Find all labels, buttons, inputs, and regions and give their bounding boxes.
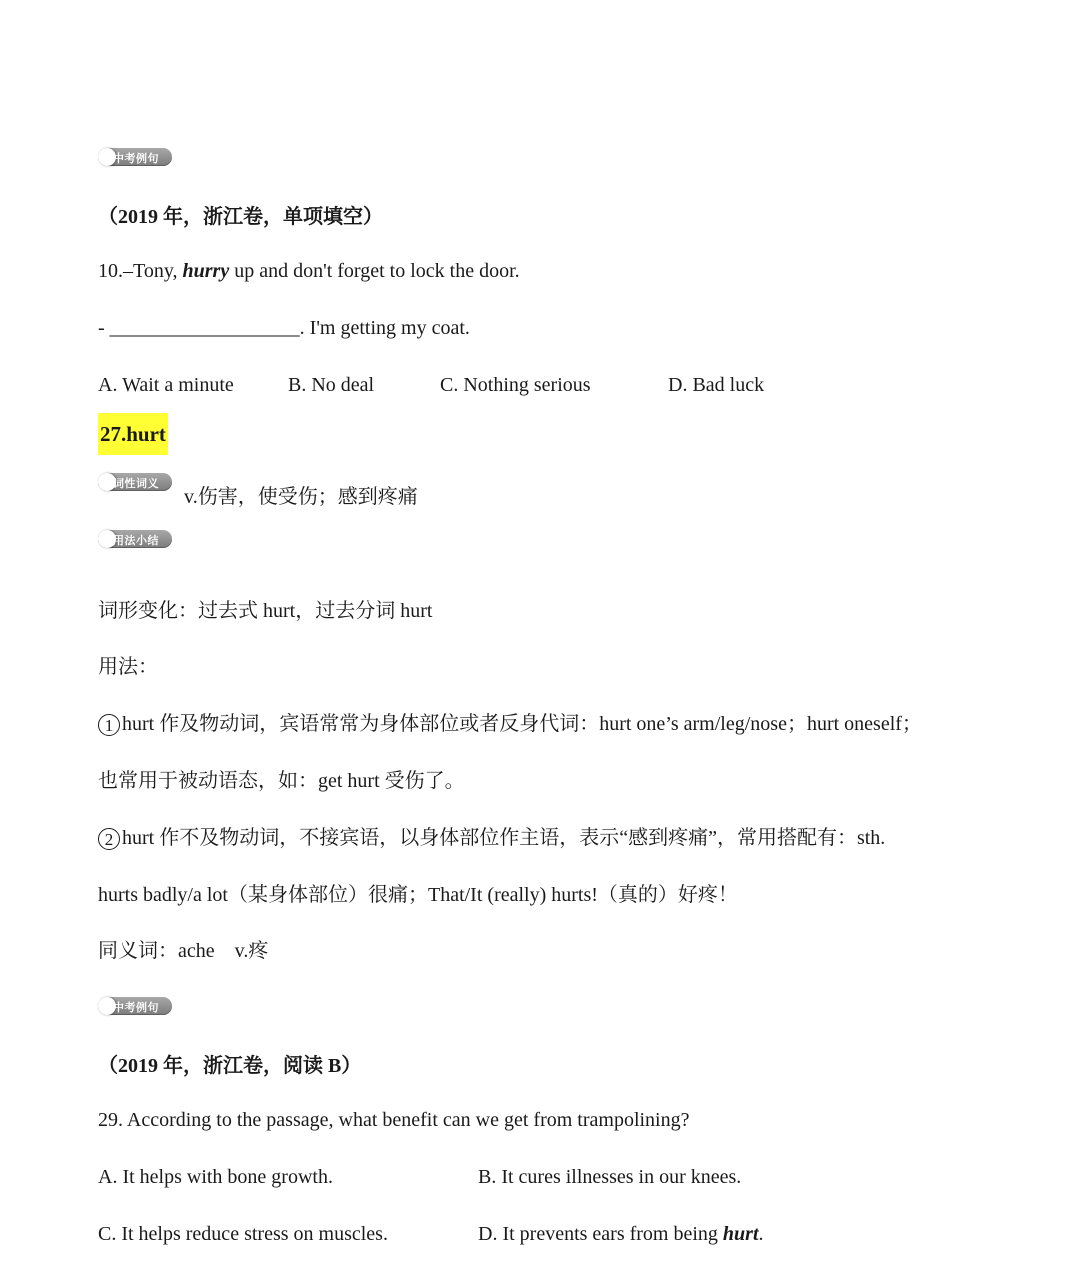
exam-example-tag: 中考例句 bbox=[98, 997, 172, 1015]
circled-number-icon: 1 bbox=[98, 714, 120, 736]
option-d: D. Bad luck bbox=[668, 374, 765, 396]
example-source: （2019 年，浙江卷，单项填空） bbox=[98, 206, 383, 228]
usage-summary-tag: 用法小结 bbox=[98, 530, 172, 548]
usage-1 bbox=[98, 712, 922, 736]
option-b: B. No deal bbox=[288, 374, 375, 396]
word-meaning: v.伤害，使受伤；感到疼痛 bbox=[184, 486, 418, 508]
option-c: C. Nothing serious bbox=[440, 374, 591, 396]
usage-label: 用法： bbox=[98, 656, 158, 678]
reading-question: 29. According to the passage, what benefit can we get from trampolining? bbox=[98, 1109, 690, 1131]
exam-example-tag: 中考例句 bbox=[98, 148, 172, 166]
usage-2 bbox=[98, 826, 885, 850]
usage-2-text: hurt 作不及物动词，不接宾语，以身体部位作主语，表示“感到疼痛”，常用搭配有：sth. bbox=[122, 827, 886, 849]
word-forms: 词形变化：过去式 hurt，过去分词 hurt bbox=[98, 600, 433, 622]
usage-1-text: hurt 作及物动词，宾语常常为身体部位或者反身代词：hurt one’s arm/leg/nose；hurt oneself； bbox=[122, 713, 922, 735]
option-b: B. It cures illnesses in our knees. bbox=[478, 1166, 742, 1188]
example-source: （2019 年，浙江卷，阅读 B） bbox=[98, 1055, 362, 1077]
emphasized-word: hurry bbox=[182, 260, 230, 282]
option-text: D. It prevents ears from being bbox=[478, 1223, 723, 1245]
option-a: A. It helps with bone growth. bbox=[98, 1166, 333, 1188]
emphasized-word: hurt bbox=[722, 1223, 759, 1245]
question-text: 10.–Tony, bbox=[98, 260, 183, 282]
usage-2-continued: hurts badly/a lot（某身体部位）很痛；That/It (really) hurts!（真的）好疼！ bbox=[98, 884, 738, 906]
answer-blank-line: - ___________________. I'm getting my coat. bbox=[98, 317, 470, 339]
example-question bbox=[98, 259, 520, 283]
question-text: up and don't forget to lock the door. bbox=[229, 260, 520, 282]
option-d bbox=[478, 1222, 764, 1246]
synonym: 同义词：ache v.疼 bbox=[98, 940, 269, 962]
pos-meaning-tag: 词性词义 bbox=[98, 473, 172, 491]
option-a: A. Wait a minute bbox=[98, 374, 234, 396]
circled-number-icon: 2 bbox=[98, 828, 120, 850]
option-c: C. It helps reduce stress on muscles. bbox=[98, 1223, 388, 1245]
usage-1-continued: 也常用于被动语态，如：get hurt 受伤了。 bbox=[98, 770, 465, 792]
option-text: . bbox=[758, 1223, 764, 1245]
headword: 27.hurt bbox=[98, 413, 168, 455]
